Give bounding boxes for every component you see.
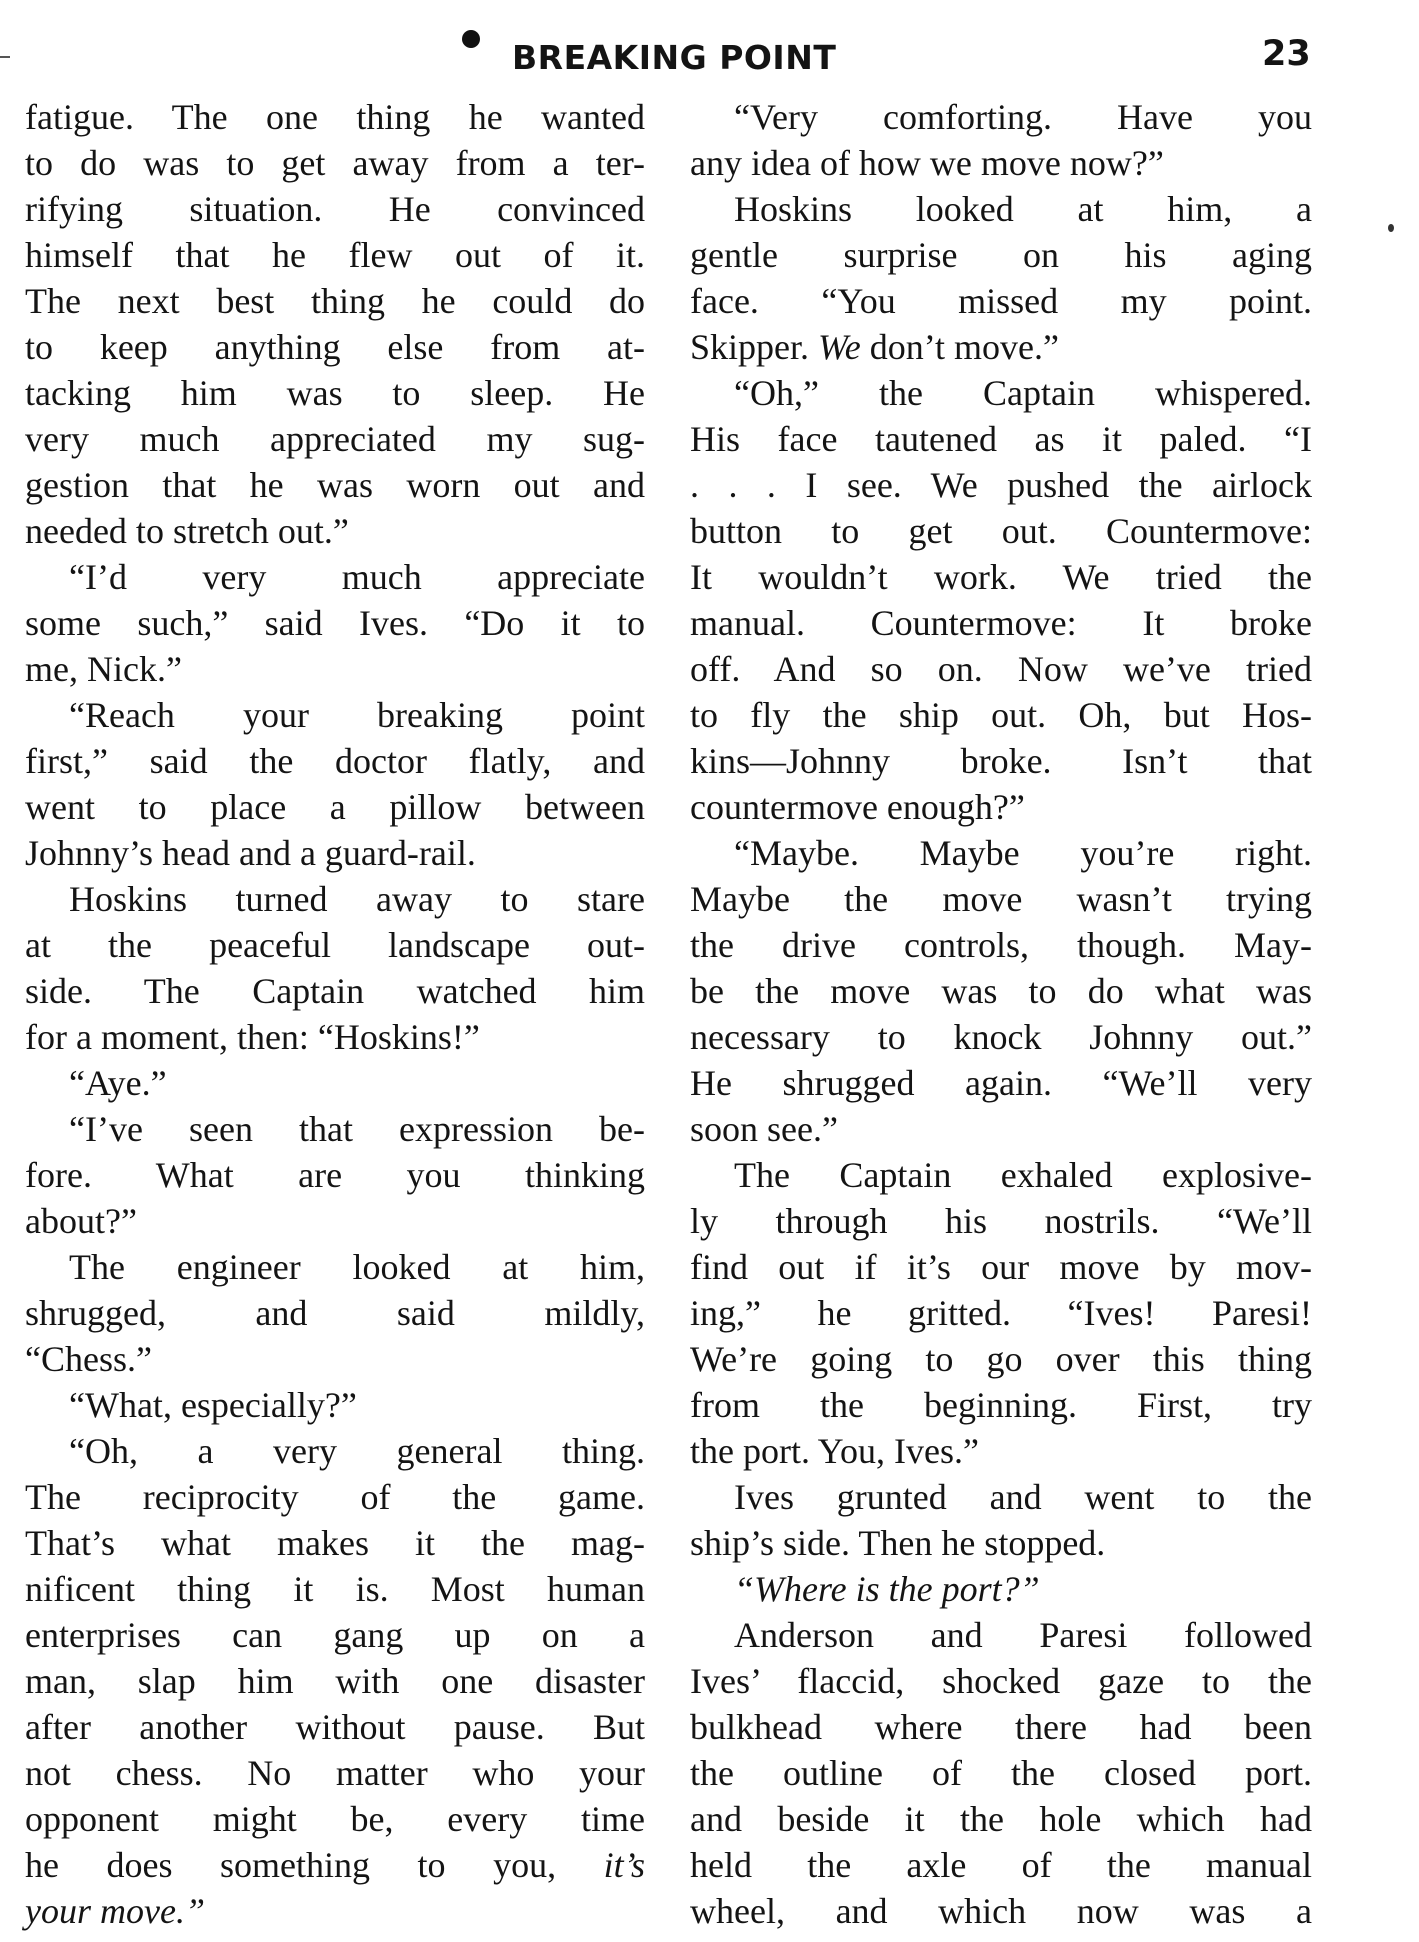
text-line: shrugged, and said mildly, xyxy=(25,1293,645,1333)
text-line: bulkhead where there had been xyxy=(690,1707,1312,1747)
text-line: be the move was to do what was xyxy=(690,971,1312,1011)
text-line: gentle surprise on his aging xyxy=(690,235,1312,275)
text-line: The next best thing he could do xyxy=(25,281,645,321)
text-line: opponent might be, every time xyxy=(25,1799,645,1839)
text-line: His face tautened as it paled. “I xyxy=(690,419,1312,459)
left-text-column xyxy=(25,94,645,1934)
text-line: That’s what makes it the mag- xyxy=(25,1523,645,1563)
text-line: soon see.” xyxy=(690,1109,838,1149)
text-line: He shrugged again. “We’ll very xyxy=(690,1063,1312,1103)
text-line: button to get out. Countermove: xyxy=(690,511,1312,551)
text-line: very much appreciated my sug- xyxy=(25,419,645,459)
text-line: “Oh, a very general thing. xyxy=(69,1431,645,1471)
text-line: for a moment, then: “Hoskins!” xyxy=(25,1017,480,1057)
text-line: ly through his nostrils. “We’ll xyxy=(690,1201,1312,1241)
text-line: Hoskins turned away to stare xyxy=(69,879,645,919)
text-line: “What, especially?” xyxy=(69,1385,357,1425)
text-line: “I’d very much appreciate xyxy=(69,557,645,597)
text-line: rifying situation. He convinced xyxy=(25,189,645,229)
text-line: It wouldn’t work. We tried the xyxy=(690,557,1312,597)
text-line: necessary to knock Johnny out.” xyxy=(690,1017,1312,1057)
text-line: and beside it the hole which had xyxy=(690,1799,1312,1839)
text-line: Ives grunted and went to the xyxy=(734,1477,1312,1517)
text-line: fore. What are you thinking xyxy=(25,1155,645,1195)
text-line: “Maybe. Maybe you’re right. xyxy=(734,833,1312,873)
margin-tick-mark xyxy=(0,56,10,58)
text-line: “Oh,” the Captain whispered. xyxy=(734,373,1312,413)
text-line: Ives’ flaccid, shocked gaze to the xyxy=(690,1661,1312,1701)
text-line: me, Nick.” xyxy=(25,649,182,689)
bullet-dot-icon xyxy=(462,30,480,48)
text-line: not chess. No matter who your xyxy=(25,1753,645,1793)
text-line: from the beginning. First, try xyxy=(690,1385,1312,1425)
text-line: first,” said the doctor flatly, and xyxy=(25,741,645,781)
text-line: himself that he flew out of it. xyxy=(25,235,645,275)
running-title: BREAKING POINT xyxy=(512,38,837,77)
text-line: “I’ve seen that expression be- xyxy=(69,1109,645,1149)
text-line: “Chess.” xyxy=(25,1339,152,1379)
text-line: to fly the ship out. Oh, but Hos- xyxy=(690,695,1312,735)
text-line: to do was to get away from a ter- xyxy=(25,143,645,183)
text-line: “Very comforting. Have you xyxy=(734,97,1312,137)
text-line: We’re going to go over this thing xyxy=(690,1339,1312,1379)
text-line: face. “You missed my point. xyxy=(690,281,1312,321)
text-line: tacking him was to sleep. He xyxy=(25,373,645,413)
text-line: the port. You, Ives.” xyxy=(690,1431,979,1471)
text-line: Skipper. We don’t move.” xyxy=(690,327,1059,367)
text-line: manual. Countermove: It broke xyxy=(690,603,1312,643)
text-line: The Captain exhaled explosive- xyxy=(734,1155,1312,1195)
text-line: to keep anything else from at- xyxy=(25,327,645,367)
text-line: at the peaceful landscape out- xyxy=(25,925,645,965)
text-line: about?” xyxy=(25,1201,137,1241)
text-line: nificent thing it is. Most human xyxy=(25,1569,645,1609)
text-line: held the axle of the manual xyxy=(690,1845,1312,1885)
text-line: off. And so on. Now we’ve tried xyxy=(690,649,1312,689)
text-line: side. The Captain watched him xyxy=(25,971,645,1011)
text-line: Hoskins looked at him, a xyxy=(734,189,1312,229)
text-line: man, slap him with one disaster xyxy=(25,1661,645,1701)
text-line: wheel, and which now was a xyxy=(690,1891,1312,1931)
text-line: ship’s side. Then he stopped. xyxy=(690,1523,1106,1563)
right-text-column xyxy=(690,94,1312,1934)
text-line: “Reach your breaking point xyxy=(69,695,645,735)
text-line: any idea of how we move now?” xyxy=(690,143,1164,183)
text-line: he does something to you, it’s xyxy=(25,1845,645,1885)
text-line: The engineer looked at him, xyxy=(69,1247,645,1287)
text-line: went to place a pillow between xyxy=(25,787,645,827)
text-line: Anderson and Paresi followed xyxy=(734,1615,1312,1655)
text-line: after another without pause. But xyxy=(25,1707,645,1747)
text-line: enterprises can gang up on a xyxy=(25,1615,645,1655)
text-line: needed to stretch out.” xyxy=(25,511,349,551)
text-line: kins—Johnny broke. Isn’t that xyxy=(690,741,1312,781)
text-line: the outline of the closed port. xyxy=(690,1753,1312,1793)
stray-ink-mark xyxy=(1388,224,1394,232)
text-line: The reciprocity of the game. xyxy=(25,1477,645,1517)
text-line: the drive controls, though. May- xyxy=(690,925,1312,965)
text-line: Johnny’s head and a guard-rail. xyxy=(25,833,476,873)
text-line: “Aye.” xyxy=(69,1063,167,1103)
text-line: . . . I see. We pushed the airlock xyxy=(690,465,1312,505)
text-line: “Where is the port?” xyxy=(734,1569,1040,1609)
text-line: Maybe the move wasn’t trying xyxy=(690,879,1312,919)
text-line: ing,” he gritted. “Ives! Paresi! xyxy=(690,1293,1312,1333)
text-line: countermove enough?” xyxy=(690,787,1025,827)
running-header xyxy=(0,28,1419,88)
text-line: some such,” said Ives. “Do it to xyxy=(25,603,645,643)
text-line: gestion that he was worn out and xyxy=(25,465,645,505)
page-number: 23 xyxy=(1262,34,1311,74)
text-line: find out if it’s our move by mov- xyxy=(690,1247,1312,1287)
text-line: your move.” xyxy=(25,1891,205,1931)
text-line: fatigue. The one thing he wanted xyxy=(25,97,645,137)
